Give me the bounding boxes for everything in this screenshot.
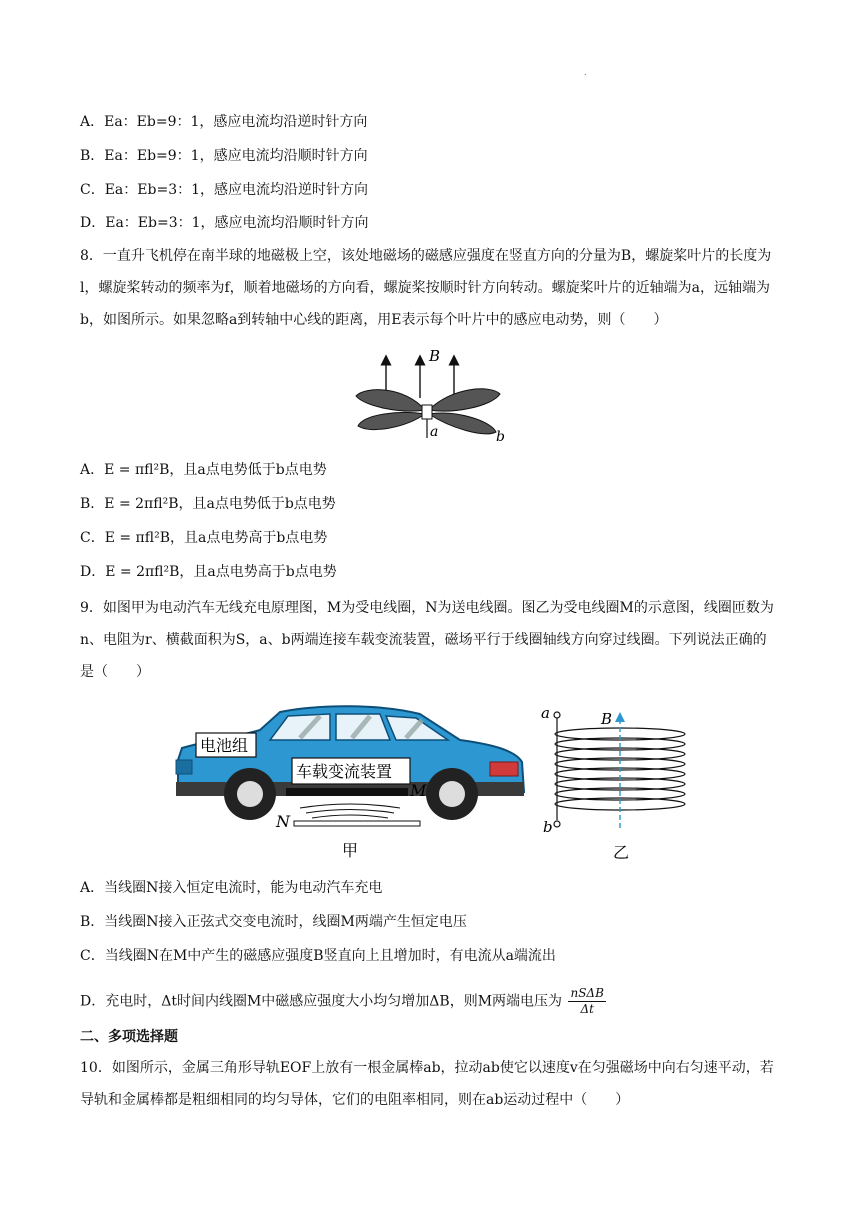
q9-question-text: 9．如图甲为电动汽车无线充电原理图，M为受电线圈，N为送电线圈。图乙为受电线圈M的示意图，线圈匝数为n、电阻为r、横截面积为S，a、b两端连接车载变流装置，磁场平行于线圈轴线方向穿过线圈。下列说法正确的是（ ） — [80, 600, 774, 680]
coil-label-B: B — [601, 710, 613, 728]
q7-option-b: B．Ea：Eb=9：1，感应电流均沿顺时针方向 — [80, 148, 368, 164]
label-b: b — [496, 429, 505, 445]
section-title-multiple-choice: 二、多项选择题 — [80, 1029, 178, 1045]
blade-right-upper — [429, 389, 500, 411]
q8-propeller-figure — [350, 348, 520, 448]
fraction-denominator: Δt — [580, 1002, 594, 1016]
converter-label: 车载变流装置 — [296, 762, 393, 781]
q8-question-text: 8．一直升飞机停在南半球的地磁极上空，该处地磁场的磁感应强度在竖直方向的分量为B，螺旋桨叶片的长度为l，螺旋桨转动的频率为f，顺着地磁场的方向看，螺旋桨按顺时针方向转动。螺旋桨叶片的近轴端为a，远轴端为b，如图所示。如果忽略a到转轴中心线的距离，用E表示每个叶片中的感应电动势，则（ ） — [80, 248, 772, 328]
label-M: M — [410, 781, 427, 800]
rotor-hub — [422, 405, 432, 419]
label-N: N — [276, 812, 290, 831]
q8-option-c: C．E = πfl²B，且a点电势高于b点电势 — [80, 530, 328, 546]
q9-option-d — [80, 986, 780, 1017]
blade-left-lower — [358, 413, 425, 430]
receiving-coil-M — [286, 788, 408, 796]
battery-label: 电池组 — [200, 736, 249, 755]
header-dot: . — [584, 68, 587, 77]
q9-option-a: A．当线圈N接入恒定电流时，能为电动汽车充电 — [80, 880, 383, 896]
q9-option-d-text: D．充电时，Δt时间内线圈M中磁感应强度大小均匀增加ΔB，则M两端电压为 — [80, 993, 563, 1010]
q9-option-d-fraction — [568, 986, 605, 1017]
q7-option-d: D．Ea：Eb=3：1，感应电流均沿顺时针方向 — [80, 215, 369, 231]
caption-yi: 乙 — [613, 843, 630, 862]
q9-car-figure-jia — [170, 700, 530, 865]
coil-label-a: a — [541, 704, 550, 722]
car-taillight — [490, 762, 518, 776]
coil-label-b: b — [543, 818, 553, 836]
q9-coil-figure-yi — [535, 700, 705, 865]
q9-option-b: B．当线圈N接入正弦式交变电流时，线圈M两端产生恒定电压 — [80, 914, 467, 930]
car-headlight — [176, 760, 192, 774]
fraction-numerator: nSΔB — [570, 986, 604, 1000]
label-a: a — [430, 424, 439, 440]
q8-option-b: B．E = 2πfl²B，且a点电势低于b点电势 — [80, 496, 336, 512]
blade-right-lower — [429, 413, 496, 434]
blade-left-upper — [356, 390, 425, 411]
q8-option-a: A．E = πfl²B，且a点电势低于b点电势 — [80, 462, 327, 478]
q8-option-d: D．E = 2πfl²B，且a点电势高于b点电势 — [80, 564, 337, 580]
q7-option-c: C．Ea：Eb=3：1，感应电流均沿逆时针方向 — [80, 182, 369, 198]
q10-question-text: 10．如图所示，金属三角形导轨EOF上放有一根金属棒ab，拉动ab使它以速度v在匀强磁场中向右匀速平动，若导轨和金属棒都是粗细相同的均匀导体，它们的电阻率相同，则在ab运动过程中（ ） — [80, 1060, 774, 1108]
q7-option-a: A．Ea：Eb=9：1，感应电流均沿逆时针方向 — [80, 114, 368, 130]
label-B: B — [429, 348, 441, 365]
q9-option-c: C．当线圈N在M中产生的磁感应强度B竖直向上且增加时，有电流从a端流出 — [80, 948, 556, 964]
sending-coil-N — [294, 821, 420, 826]
caption-jia: 甲 — [342, 841, 359, 860]
